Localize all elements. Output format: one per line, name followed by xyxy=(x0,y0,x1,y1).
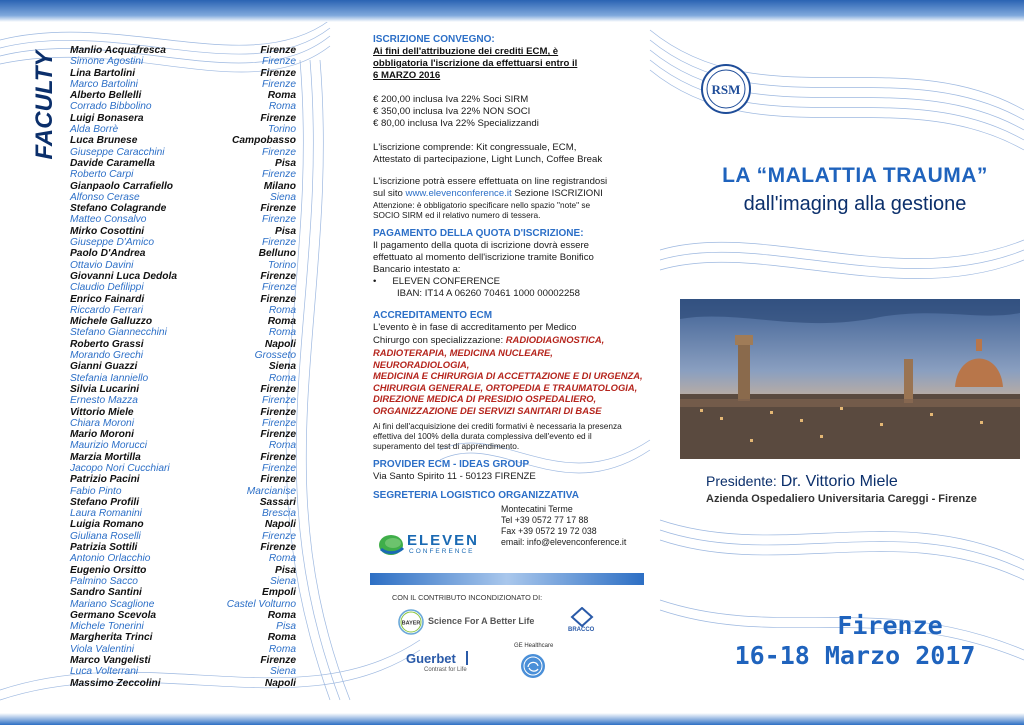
faculty-row xyxy=(70,384,296,395)
faculty-row xyxy=(70,282,296,293)
bullet: • xyxy=(373,276,377,287)
faculty-row xyxy=(70,214,296,225)
faculty-row xyxy=(70,644,296,655)
faculty-city: Siena xyxy=(269,575,296,587)
online-2-pre: sul sito xyxy=(373,188,406,199)
faculty-name: Marco Bartolini xyxy=(70,78,138,90)
faculty-row xyxy=(70,531,296,542)
faculty-city: Firenze xyxy=(260,45,296,56)
attention-2: SOCIO SIRM ed il relativo numero di tessera. xyxy=(373,210,541,220)
faculty-name: Fabio Pinto xyxy=(70,485,122,497)
faculty-row xyxy=(70,350,296,361)
faculty-row xyxy=(70,56,296,67)
event-city: Firenze xyxy=(837,611,943,640)
faculty-row xyxy=(70,440,296,451)
guerbet-logo: Guerbet xyxy=(406,651,456,666)
faculty-name: Alfonso Cerase xyxy=(70,191,140,203)
faculty-city: Siena xyxy=(269,666,296,678)
faculty-row xyxy=(70,497,296,508)
pagamento-heading: PAGAMENTO DELLA QUOTA D'ISCRIZIONE: xyxy=(373,228,584,239)
faculty-name: Michele Galluzzo xyxy=(70,316,153,328)
faculty-name: Stefano Giannecchini xyxy=(70,327,167,339)
accreditamento-2 xyxy=(373,334,643,347)
faculty-name: Simone Agostini xyxy=(70,56,144,68)
faculty-row xyxy=(70,68,296,79)
bracco-text: BRACCO xyxy=(568,627,595,633)
faculty-city: Firenze xyxy=(262,530,296,542)
faculty-name: Antonio Orlacchio xyxy=(70,553,151,565)
sirm-seal-icon xyxy=(700,63,752,115)
faculty-city: Siena xyxy=(268,361,296,373)
faculty-name: Jacopo Nori Cucchiari xyxy=(70,462,170,474)
faculty-city: Milano xyxy=(263,180,296,192)
sponsors-box xyxy=(380,593,595,685)
faculty-row xyxy=(70,147,296,158)
faculty-city: Campobasso xyxy=(232,135,296,147)
specialization-2: MEDICINA E CHIRURGIA DI ACCETTAZIONE E DI URGENZA, xyxy=(373,370,643,381)
event-title: LA “MALATTIA TRAUMA” xyxy=(722,164,988,187)
faculty-city: Empoli xyxy=(262,587,296,599)
faculty-city: Sassari xyxy=(259,496,296,508)
accreditamento-2-red: RADIODIAGNOSTICA, xyxy=(505,334,605,345)
faculty-city: Torino xyxy=(268,259,296,271)
faculty-row xyxy=(70,101,296,112)
faculty-row xyxy=(70,610,296,621)
faculty-row xyxy=(70,135,296,146)
faculty-name: Laura Romanini xyxy=(70,508,142,520)
faculty-name: Alberto Bellelli xyxy=(70,90,142,102)
faculty-city: Roma xyxy=(267,316,296,328)
faculty-city: Roma xyxy=(268,327,296,339)
faculty-row xyxy=(70,181,296,192)
faculty-row xyxy=(70,407,296,418)
faculty-name: Luigia Romano xyxy=(70,519,144,531)
faculty-city: Firenze xyxy=(260,429,296,441)
accreditamento-heading: ACCREDITAMENTO ECM xyxy=(373,310,493,321)
faculty-name: Patrizio Pacini xyxy=(70,474,140,486)
faculty-row xyxy=(70,508,296,519)
president-block xyxy=(706,473,1006,505)
faculty-name: Stefano Profili xyxy=(70,496,140,508)
faculty-name: Sandro Santini xyxy=(70,587,142,599)
faculty-name: Michele Tonerini xyxy=(70,621,144,633)
faculty-row xyxy=(70,587,296,598)
specialization-1: RADIOTERAPIA, MEDICINA NUCLEARE, NEURORADIOLOGIA, xyxy=(373,347,553,370)
provider-address: Via Santo Spirito 11 - 50123 FIRENZE xyxy=(373,471,536,482)
faculty-row xyxy=(70,158,296,169)
faculty-row xyxy=(70,113,296,124)
faculty-city: Napoli xyxy=(264,519,296,531)
faculty-city: Napoli xyxy=(264,677,296,689)
faculty-row xyxy=(70,565,296,576)
faculty-name: Germano Scevola xyxy=(70,609,157,621)
pagamento-2: effettuato al momento dell'iscrizione tramite Bonifico xyxy=(373,252,594,263)
faculty-row xyxy=(70,599,296,610)
faculty-row xyxy=(70,474,296,485)
online-1: L'iscrizione potrà essere effettuata on line registrandosi xyxy=(373,176,608,187)
faculty-city: Firenze xyxy=(262,395,296,407)
faculty-name: Mario Moroni xyxy=(70,429,134,441)
faculty-city: Firenze xyxy=(260,542,296,554)
faculty-row xyxy=(70,79,296,90)
faculty-city: Firenze xyxy=(262,214,296,226)
faculty-row xyxy=(70,373,296,384)
faculty-row xyxy=(70,632,296,643)
faculty-row xyxy=(70,316,296,327)
iban: IBAN: IT14 A 06260 70461 1000 00002258 xyxy=(397,288,580,299)
specialization-3: CHIRURGIA GENERALE, ORTOPEDIA E TRAUMATOLOGIA, xyxy=(373,381,638,393)
segreteria-contacts xyxy=(501,504,643,548)
segreteria-fax: Fax +39 0572 19 72 038 xyxy=(501,526,597,536)
president-name: Dr. Vittorio Miele xyxy=(780,473,898,490)
faculty-name: Palmino Sacco xyxy=(70,575,138,587)
faculty-city: Firenze xyxy=(260,655,296,667)
bottom-band xyxy=(0,713,1024,725)
faculty-name: Vittorio Miele xyxy=(70,406,134,418)
faculty-city: Firenze xyxy=(262,169,296,181)
faculty-name: Mirko Cosottini xyxy=(70,225,145,237)
faculty-row xyxy=(70,655,296,666)
faculty-name: Luca Volterrani xyxy=(70,666,139,678)
faculty-row xyxy=(70,248,296,259)
faculty-city: Firenze xyxy=(262,146,296,158)
faculty-name: Maurizio Morucci xyxy=(70,440,147,452)
guerbet-divider xyxy=(466,651,468,665)
faculty-row xyxy=(70,519,296,530)
faculty-city: Belluno xyxy=(258,248,296,260)
faculty-row xyxy=(70,418,296,429)
info-column xyxy=(373,34,643,548)
faculty-name: Giuseppe D'Amico xyxy=(70,237,155,249)
faculty-city: Roma xyxy=(268,553,296,565)
segreteria-tel: Tel +39 0572 77 17 88 xyxy=(501,515,589,525)
faculty-name: Silvia Lucarini xyxy=(70,383,140,395)
faculty-name: Luigi Bonasera xyxy=(70,112,144,124)
president-label: Presidente: xyxy=(706,473,781,489)
faculty-name: Alda Borrè xyxy=(70,124,119,136)
faculty-city: Marcianise xyxy=(246,485,296,497)
faculty-city: Firenze xyxy=(260,406,296,418)
segreteria-city: Montecatini Terme xyxy=(501,504,573,514)
beneficiary-name: ELEVEN CONFERENCE xyxy=(392,276,501,287)
faculty-name: Margherita Trinci xyxy=(70,632,153,644)
faculty-name: Paolo D'Andrea xyxy=(70,248,146,260)
faculty-name: Stefania Ianniello xyxy=(70,372,149,384)
online-2-post: Sezione ISCRIZIONI xyxy=(511,188,603,199)
bayer-tagline: Science For A Better Life xyxy=(428,616,535,626)
segreteria-email[interactable]: email: info@elevenconference.it xyxy=(501,537,627,547)
fee-non-soci: € 350,00 inclusa Iva 22% NON SOCI xyxy=(373,106,531,117)
faculty-row xyxy=(70,553,296,564)
faculty-city: Roma xyxy=(268,643,296,655)
faculty-name: Davide Caramella xyxy=(70,157,155,169)
faculty-city: Roma xyxy=(267,609,296,621)
faculty-name: Giovanni Luca Dedola xyxy=(70,270,177,282)
faculty-city: Firenze xyxy=(260,383,296,395)
faculty-row xyxy=(70,429,296,440)
faculty-row xyxy=(70,463,296,474)
faculty-name: Patrizia Sottili xyxy=(70,542,138,554)
faculty-name: Viola Valentini xyxy=(70,643,134,655)
faculty-row xyxy=(70,294,296,305)
faculty-city: Firenze xyxy=(262,237,296,249)
faculty-row xyxy=(70,203,296,214)
faculty-row xyxy=(70,237,296,248)
faculty-name: Giuliana Roselli xyxy=(70,530,141,542)
faculty-city: Pisa xyxy=(275,225,296,237)
faculty-row xyxy=(70,169,296,180)
sponsor-bar xyxy=(370,573,644,585)
ge-text: GE Healthcare xyxy=(514,643,554,649)
faculty-city: Napoli xyxy=(264,338,296,350)
faculty-name: Ottavio Davini xyxy=(70,259,134,271)
faculty-name: Matteo Consalvo xyxy=(70,214,147,226)
faculty-row xyxy=(70,452,296,463)
accreditamento-2-pre: Chirurgo con specializzazione: xyxy=(373,335,506,346)
faculty-city: Roma xyxy=(268,101,296,113)
credits-note-2: effettiva del 100% della durata complessiva dell'evento ed il xyxy=(373,431,592,441)
eleven-conference-logo xyxy=(377,530,487,560)
faculty-city: Firenze xyxy=(262,282,296,294)
faculty-name: Gianni Guazzi xyxy=(70,361,138,373)
credits-note-1: Ai fini dell'acquisizione dei crediti formativi è necessaria la presenza xyxy=(373,421,622,431)
faculty-city: Roma xyxy=(268,440,296,452)
faculty-city: Roma xyxy=(267,90,296,102)
seal-text: RSM xyxy=(711,82,741,97)
faculty-row xyxy=(70,260,296,271)
attention-1: Attenzione: è obbligatorio specificare nello spazio "note" se xyxy=(373,200,591,210)
faculty-row xyxy=(70,576,296,587)
faculty-city: Castel Volturno xyxy=(226,598,296,610)
faculty-city: Firenze xyxy=(260,67,296,79)
website-link[interactable]: www.elevenconference.it xyxy=(405,188,512,199)
faculty-name: Marzia Mortilla xyxy=(70,451,141,463)
faculty-city: Torino xyxy=(268,124,296,136)
faculty-row xyxy=(70,339,296,350)
faculty-name: Chiara Moroni xyxy=(70,417,134,429)
faculty-name: Lina Bartolini xyxy=(70,67,136,79)
faculty-city: Firenze xyxy=(260,203,296,215)
faculty-city: Firenze xyxy=(260,112,296,124)
specialization-4: DIREZIONE MEDICA DI PRESIDIO OSPEDALIERO, xyxy=(373,393,597,404)
faculty-row xyxy=(70,192,296,203)
faculty-city: Firenze xyxy=(260,474,296,486)
faculty-name: Stefano Colagrande xyxy=(70,203,167,215)
faculty-row xyxy=(70,678,296,689)
faculty-row xyxy=(70,327,296,338)
online-2 xyxy=(373,188,643,200)
pagamento-3: Bancario intestato a: xyxy=(373,264,461,275)
faculty-name: Ernesto Mazza xyxy=(70,395,138,407)
iscrizione-note-2: obbligatoria l'iscrizione da effettuarsi entro il xyxy=(373,58,578,69)
faculty-city: Grosseto xyxy=(254,350,296,362)
faculty-row xyxy=(70,361,296,372)
accreditamento-1: L'evento è in fase di accreditamento per Medico xyxy=(373,322,577,333)
florence-skyline-photo xyxy=(680,299,1020,459)
bracco-logo-icon xyxy=(570,607,594,627)
faculty-title: FACULTY xyxy=(31,50,58,160)
event-subtitle: dall'imaging alla gestione xyxy=(743,193,967,215)
faculty-city: Firenze xyxy=(262,417,296,429)
event-dates: 16-18 Marzo 2017 xyxy=(734,641,976,670)
iscrizione-note-1: Ai fini dell'attribuzione dei crediti ECM, è xyxy=(373,46,559,57)
faculty-name: Massimo Zeccolini xyxy=(70,677,161,689)
faculty-row xyxy=(70,395,296,406)
faculty-city: Firenze xyxy=(262,78,296,90)
faculty-name: Giuseppe Caracchini xyxy=(70,146,165,158)
bayer-text: BAYER xyxy=(401,620,421,627)
faculty-city: Pisa xyxy=(275,564,296,576)
faculty-city: Firenze xyxy=(260,270,296,282)
faculty-city: Brescia xyxy=(262,508,296,520)
iscrizione-note-3: 6 MARZO 2016 xyxy=(373,70,441,81)
faculty-city: Roma xyxy=(267,632,296,644)
iscrizione-heading: ISCRIZIONE CONVEGNO: xyxy=(373,34,495,45)
faculty-row xyxy=(70,226,296,237)
fee-soci: € 200,00 inclusa Iva 22% Soci SIRM xyxy=(373,94,529,105)
faculty-city: Firenze xyxy=(260,451,296,463)
fee-specializzandi: € 80,00 inclusa Iva 22% Specializzandi xyxy=(373,118,539,129)
faculty-row xyxy=(70,486,296,497)
segreteria-heading: SEGRETERIA LOGISTICO ORGANIZZATIVA xyxy=(373,490,579,501)
faculty-name: Manlio Acquafresca xyxy=(70,45,166,56)
faculty-name: Mariano Scaglione xyxy=(70,598,155,610)
faculty-name: Roberto Grassi xyxy=(70,338,144,350)
provider-heading: PROVIDER ECM - IDEAS GROUP xyxy=(373,459,530,470)
faculty-name: Corrado Bibbolino xyxy=(70,101,152,113)
faculty-name: Marco Vangelisti xyxy=(70,655,151,667)
faculty-name: Riccardo Ferrari xyxy=(70,304,144,316)
faculty-row xyxy=(70,271,296,282)
credits-note-3: superamento del test di apprendimento. xyxy=(373,441,520,451)
faculty-city: Firenze xyxy=(262,462,296,474)
faculty-name: Enrico Fainardi xyxy=(70,293,145,305)
pagamento-1: Il pagamento della quota di iscrizione dovrà essere xyxy=(373,240,589,251)
top-band xyxy=(0,0,1024,22)
faculty-name: Roberto Carpi xyxy=(70,169,134,181)
guerbet-tagline: Contrast for Life xyxy=(424,667,467,673)
faculty-city: Roma xyxy=(268,372,296,384)
eleven-logo-text: ELEVEN xyxy=(407,532,480,549)
faculty-row xyxy=(70,90,296,101)
includes-1: L'iscrizione comprende: Kit congressuale, ECM, xyxy=(373,142,577,153)
beneficiary xyxy=(373,276,643,288)
faculty-city: Pisa xyxy=(276,621,296,633)
faculty-city: Firenze xyxy=(260,293,296,305)
includes-2: Attestato di partecipazione, Light Lunch, Coffee Break xyxy=(373,154,603,165)
faculty-row xyxy=(70,124,296,135)
faculty-name: Eugenio Orsitto xyxy=(70,564,147,576)
president-affiliation: Azienda Ospedaliero Universitaria Careggi - Firenze xyxy=(706,493,977,505)
faculty-name: Morando Grechi xyxy=(70,350,144,362)
specialization-5: ORGANIZZAZIONE DEI SERVIZI SANITARI DI BASE xyxy=(373,404,602,416)
ge-monogram-icon xyxy=(520,653,546,679)
president-line xyxy=(706,473,1006,491)
faculty-row xyxy=(70,666,296,677)
faculty-city: Firenze xyxy=(262,56,296,68)
faculty-list xyxy=(70,45,296,689)
faculty-city: Roma xyxy=(268,304,296,316)
faculty-city: Siena xyxy=(269,191,296,203)
bayer-cross-icon xyxy=(398,609,424,635)
faculty-city: Pisa xyxy=(275,157,296,169)
faculty-name: Claudio Defilippi xyxy=(70,282,144,294)
faculty-row xyxy=(70,45,296,56)
faculty-row xyxy=(70,305,296,316)
faculty-name: Luca Brunese xyxy=(70,135,138,147)
eleven-logo-sub: CONFERENCE xyxy=(409,548,475,555)
sponsors-heading: CON IL CONTRIBUTO INCONDIZIONATO DI: xyxy=(392,593,543,602)
faculty-name: Gianpaolo Carrafiello xyxy=(70,180,174,192)
faculty-row xyxy=(70,542,296,553)
faculty-row xyxy=(70,621,296,632)
